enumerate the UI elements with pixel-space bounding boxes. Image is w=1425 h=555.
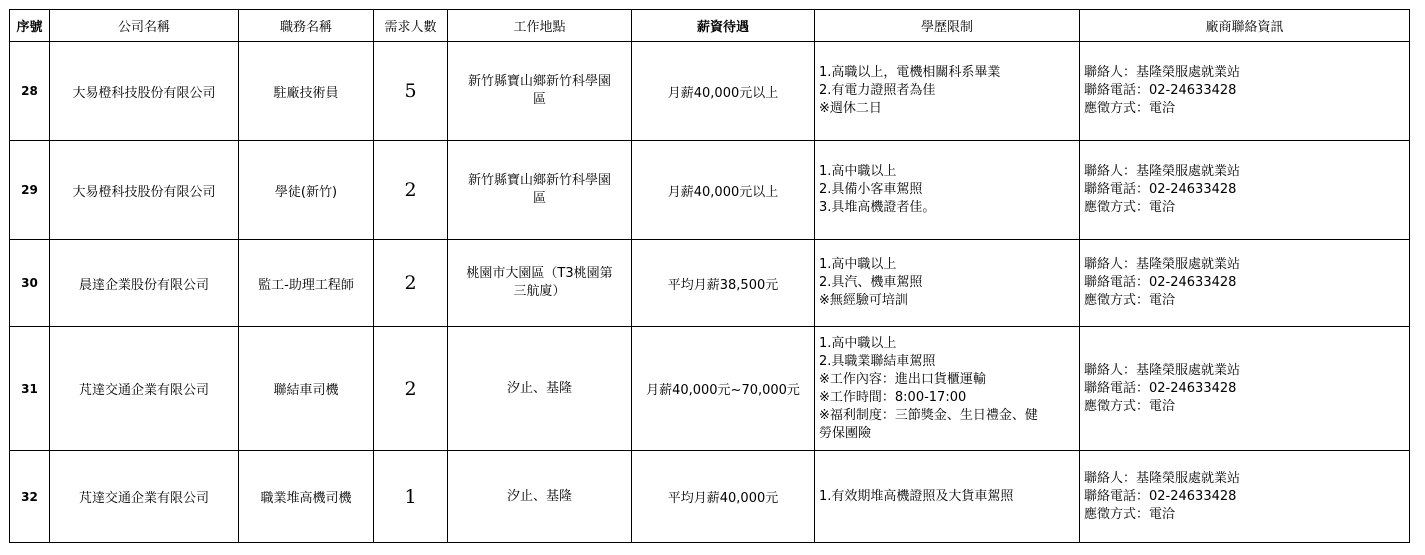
company-name: 大易橙科技股份有限公司 [50,42,239,141]
header-count: 需求人數 [374,10,448,42]
education-requirements: 1.高職以上，電機相關科系畢業 2.有電力證照者為佳 ※週休二日 [815,42,1080,141]
headcount: 2 [374,141,448,240]
work-location: 新竹縣寶山鄉新竹科學園 區 [448,141,632,240]
headcount: 2 [374,327,448,451]
header-salary: 薪資待遇 [632,10,815,42]
headcount: 2 [374,240,448,327]
contact-info: 聯絡人：基隆榮服處就業站 聯絡電話：02-24633428 應徵方式：電洽 [1080,240,1410,327]
company-name: 大易橙科技股份有限公司 [50,141,239,240]
work-location: 新竹縣寶山鄉新竹科學園 區 [448,42,632,141]
header-location: 工作地點 [448,10,632,42]
contact-info: 聯絡人：基隆榮服處就業站 聯絡電話：02-24633428 應徵方式：電洽 [1080,141,1410,240]
row-number: 29 [10,141,50,240]
work-location: 汐止、基隆 [448,451,632,543]
salary: 月薪40,000元以上 [632,42,815,141]
headcount: 5 [374,42,448,141]
table-row [10,451,1410,543]
contact-info: 聯絡人：基隆榮服處就業站 聯絡電話：02-24633428 應徵方式：電洽 [1080,327,1410,451]
position-title: 職業堆高機司機 [239,451,374,543]
table-row [10,327,1410,451]
education-requirements: 1.高中職以上 2.具職業聯結車駕照 ※工作內容：進出口貨櫃運輸 ※工作時間：8:00-17:00 ※福利制度：三節獎金、生日禮金、健 勞保團險 [815,327,1080,451]
work-location: 桃園市大園區（T3桃園第 三航廈） [448,240,632,327]
position-title: 駐廠技術員 [239,42,374,141]
position-title: 聯結車司機 [239,327,374,451]
education-requirements: 1.有效期堆高機證照及大貨車駕照 [815,451,1080,543]
row-number: 30 [10,240,50,327]
company-name: 晨達企業股份有限公司 [50,240,239,327]
row-number: 32 [10,451,50,543]
salary: 平均月薪38,500元 [632,240,815,327]
company-name: 芃達交通企業有限公司 [50,451,239,543]
salary: 平均月薪40,000元 [632,451,815,543]
education-requirements: 1.高中職以上 2.具汽、機車駕照 ※無經驗可培訓 [815,240,1080,327]
contact-info: 聯絡人：基隆榮服處就業站 聯絡電話：02-24633428 應徵方式：電洽 [1080,451,1410,543]
header-education: 學歷限制 [815,10,1080,42]
header-company: 公司名稱 [50,10,239,42]
company-name: 芃達交通企業有限公司 [50,327,239,451]
contact-info: 聯絡人：基隆榮服處就業站 聯絡電話：02-24633428 應徵方式：電洽 [1080,42,1410,141]
headcount: 1 [374,451,448,543]
salary: 月薪40,000元以上 [632,141,815,240]
education-requirements: 1.高中職以上 2.具備小客車駕照 3.具堆高機證者佳。 [815,141,1080,240]
table-row [10,240,1410,327]
header-contact: 廠商聯絡資訊 [1080,10,1410,42]
position-title: 監工-助理工程師 [239,240,374,327]
header-no: 序號 [10,10,50,42]
job-listing-table [9,9,1410,543]
row-number: 28 [10,42,50,141]
row-number: 31 [10,327,50,451]
work-location: 汐止、基隆 [448,327,632,451]
table-header-row [10,10,1410,42]
salary: 月薪40,000元~70,000元 [632,327,815,451]
table-row [10,42,1410,141]
table-row [10,141,1410,240]
position-title: 學徒(新竹) [239,141,374,240]
header-position: 職務名稱 [239,10,374,42]
